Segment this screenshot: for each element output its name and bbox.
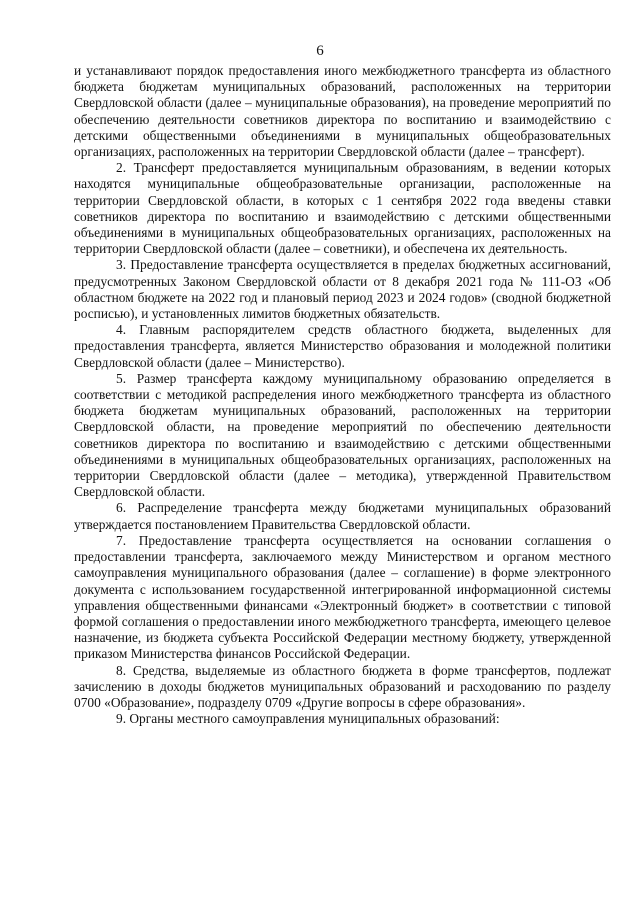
paragraph-item-6: 6. Распределение трансферта между бюджетами муниципальных образований утверждается постановлением Правительства Свердловской области.	[74, 500, 611, 532]
paragraph-item-3: 3. Предоставление трансферта осуществляется в пределах бюджетных ассигнований, предусмотренных Законом Свердловской области от 8 декабря 2021 года № 111-ОЗ «Об областном бюджете на 2022 год и плановый период 2023 и 2024 годов» (сводной бюджетной росписью), и установленных лимитов бюджетных обязательств.	[74, 257, 611, 322]
paragraph-item-2: 2. Трансферт предоставляется муниципальным образованиям, в ведении которых находятся муниципальные общеобразовательные организации, расположенные на территории Свердловской области, в которых с 1 сентября 2022 года введены ставки советников директора по воспитанию и взаимодействию с детскими общественными объединениями в муниципальных общеобразовательных организациях, расположенных на территории Свердловской области (далее – советники), и обеспечена их деятельность.	[74, 160, 611, 257]
paragraph-item-8: 8. Средства, выделяемые из областного бюджета в форме трансфертов, подлежат зачислению в доходы бюджетов муниципальных образований и расходованию по разделу 0700 «Образование», подразделу 0709 «Другие вопросы в сфере образования».	[74, 662, 611, 710]
document-body	[74, 63, 611, 727]
paragraph-item-5: 5. Размер трансферта каждому муниципальному образованию определяется в соответствии с методикой распределения иного межбюджетного трансферта из областного бюджета бюджетам муниципальных образований, расположенных на территории Свердловской области, на проведение мероприятий по обеспечению деятельности советников директора по воспитанию и взаимодействию с детскими общественными объединениями в муниципальных общеобразовательных организациях, расположенных на территории Свердловской области (далее – методика), утвержденной Правительством Свердловской области.	[74, 370, 611, 500]
paragraph-item-7: 7. Предоставление трансферта осуществляется на основании соглашения о предоставлении трансферта, заключаемого между Министерством и органом местного самоуправления муниципального образования (далее – соглашение) в форме электронного документа с использованием государственной интегрированной информационной системы управления общественными финансами «Электронный бюджет» в соответствии с типовой формой соглашения о предоставлении иного межбюджетного трансферта, имеющего целевое назначение, из бюджета субъекта Российской Федерации местному бюджету, утвержденной приказом Министерства финансов Российской Федерации.	[74, 532, 611, 662]
paragraph-item-4: 4. Главным распорядителем средств областного бюджета, выделенных для предоставления трансферта, является Министерство образования и молодежной политики Свердловской области (далее – Министерство).	[74, 322, 611, 370]
paragraph-item-9: 9. Органы местного самоуправления муниципальных образований:	[116, 711, 500, 727]
paragraph-continuation: и устанавливают порядок предоставления иного межбюджетного трансферта из областного бюджета бюджетам муниципальных образований, расположенных на территории Свердловской области (далее – муниципальные образования), на проведение мероприятий по обеспечению деятельности советников директора по воспитанию и взаимодействию с детскими общественными объединениями в муниципальных общеобразовательных организациях, расположенных на территории Свердловской области (далее – трансферт).	[74, 63, 611, 160]
page-number: 6	[316, 43, 324, 59]
